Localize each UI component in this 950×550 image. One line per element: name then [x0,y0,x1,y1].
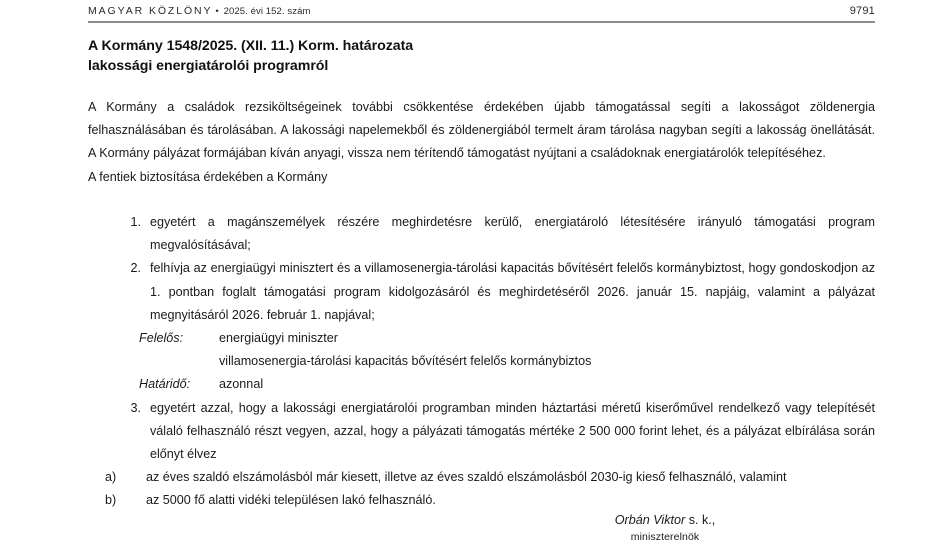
title-line-1: A Kormány 1548/2025. (XII. 11.) Korm. határozata [88,38,414,54]
list-item-marker: 2. [130,261,141,276]
gazette-name: MAGYAR KÖZLÖNY [88,5,213,17]
lead-section [88,96,875,189]
sub-list-item-text: az éves szaldó elszámolásból már kiesett, illetve az éves szaldó elszámolásból 2030-ig kieső felhasználó, valamint [146,470,787,485]
list-item-marker: 1. [130,215,141,229]
sub-list-item-marker: a) [105,470,117,485]
list-item [88,397,875,467]
decision-list [88,211,875,513]
page-title [88,36,788,76]
deadline-value: azonnal [219,377,264,392]
lead-closing-line: A fentiek biztosítása érdekében a Kormány [88,169,328,184]
deadline-row [139,373,875,396]
header-divider [88,21,875,23]
deadline-label: Határidő: [139,377,191,392]
lead-paragraph: A Kormány a családok rezsiköltségeinek további csökkentése érdekében újabb támogatással segíti a lakosságot zöldenergia felhasználásában és tárolásában. A lakossági napelemekből és zöldenergiából termelt áram tárolása nagyban segíti a lakosság önellátását. A Kormány pályázat formájában kíván anyagi, vissza nem térítendő támogatást nyújtani a családoknak energiatárolók telepítéséhez. [88,100,875,161]
responsible-row [139,327,875,350]
issue-number: 2025. évi 152. szám [223,6,311,17]
responsibility-block [139,327,875,397]
title-line-2: lakossági energiatárolói programról [88,58,329,74]
list-item-marker: 3. [130,400,141,415]
signatory-role: miniszterelnök [630,531,700,543]
running-head-left [88,5,311,17]
list-item-text: felhívja az energiaügyi minisztert és a villamosenergia-tárolási kapacitás bővítésért felelős kormánybiztost, hogy gondoskodjon az 1. pontban foglalt támogatási program kidolgozásáról és meghirdetéséről 2026. január 15. napjáig, valamint a pályázat megnyitásáról 2026. február 1. napjával; [150,261,875,322]
sub-list [105,466,875,512]
signatory-sk: s. k., [688,513,716,527]
signature-block [465,511,865,545]
list-item [88,257,875,327]
sub-list-item-text: az 5000 fő alatti vidéki településen lakó felhasználó. [146,493,436,508]
running-head [88,5,875,17]
sub-list-item-marker: b) [105,493,117,508]
page-number: 9791 [849,5,875,17]
responsible-value: energiaügyi miniszter [219,331,338,346]
signature-name-line [465,511,865,529]
sub-list-item [105,489,875,512]
list-item-text: egyetért azzal, hogy a lakossági energiatárolói programban minden háztartási méretű kiserőművel rendelkező vagy telepítését válaló felhasználó részt vegyen, azzal, hogy a pályázati támogatás mértéke 2 500 000 forint lehet, és a pályázat elbírálása során előnyt élvez [150,400,875,462]
sub-list-item [105,466,875,489]
responsible-label: Felelős: [139,331,184,346]
responsible-value-secondary: villamosenergia-tárolási kapacitás bővítésért felelős kormánybiztos [219,354,592,369]
header-separator-dot: • [215,6,219,16]
list-item-text: egyetért a magánszemélyek részére meghirdetésre kerülő, energiatároló létesítésére irányuló támogatási program megvalósításával; [150,215,875,253]
signatory-name: Orbán Viktor [614,513,686,527]
list-item [88,211,875,257]
